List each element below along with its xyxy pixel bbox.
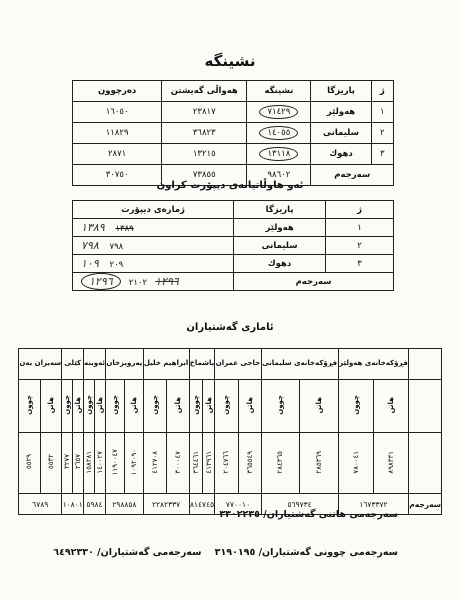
subheader-in — [95, 380, 106, 433]
group-total: ١٦٧٣٣٧٢ — [338, 494, 409, 515]
row-province: دهوك — [311, 144, 371, 165]
subheader-in — [300, 380, 339, 433]
header-group: سەیران بەن — [19, 349, 62, 380]
subheader-out — [338, 380, 373, 433]
label-out: چوون — [63, 395, 72, 415]
value-cell — [338, 433, 373, 494]
page-title: نشینگه — [204, 52, 256, 70]
label-out: چوون — [276, 395, 285, 415]
arrivals-summary — [219, 509, 398, 520]
row-accommodation — [247, 123, 311, 144]
table-row — [73, 123, 394, 144]
vertical-value: ٣٦٥٥٤٩ — [245, 450, 254, 474]
subheader-in — [202, 380, 215, 433]
vertical-value: ٥٥٢٩ — [25, 454, 34, 470]
row-province: دهوك — [234, 255, 326, 273]
subheader-out — [143, 380, 166, 433]
total-departure: ٣٠٧٥٠ — [73, 165, 162, 186]
printed-value: ٧٩٨ — [109, 242, 124, 252]
subheader-in — [166, 380, 189, 433]
label-in: هاتن — [47, 396, 56, 414]
header-arrival-news: هەواڵی گەیشتن — [162, 81, 247, 102]
vertical-value: ٣٢٧٧ — [63, 454, 72, 470]
vertical-value: ٢٦٥٧ — [74, 454, 83, 470]
header-group: باشماخ — [189, 349, 215, 380]
value-cell — [83, 433, 94, 494]
value-cell — [124, 433, 143, 494]
blank-values — [409, 433, 442, 494]
total-travelers-label: سەرجەمی گەشتیاران/ — [97, 547, 202, 558]
blank-subheader — [409, 380, 442, 433]
value-cell — [166, 433, 189, 494]
total-label: سەرجەم — [234, 273, 394, 291]
table-row — [73, 255, 394, 273]
header-departure: دەرچوون — [73, 81, 162, 102]
row-accommodation — [247, 144, 311, 165]
subheader-in — [373, 380, 408, 433]
group-total: ٥٦٩٧٣٤ — [261, 494, 338, 515]
table-row — [73, 237, 394, 255]
value-cell — [215, 433, 238, 494]
value-cell — [189, 433, 202, 494]
row-province: هەولێر — [234, 219, 326, 237]
total-label: سەرجەم — [311, 165, 394, 186]
header-province: پاریزگا — [311, 81, 371, 102]
vertical-value: ١٠٩٢٠٩٠ — [129, 448, 138, 476]
vertical-value: ٣٦٤٤٦١ — [191, 450, 200, 474]
vertical-value: ٢٨٥٣٦٩ — [314, 450, 323, 474]
deported-table — [72, 200, 394, 291]
deported-title: ئەو هاوڵاتیانەی دیپۆرت کراون — [156, 180, 304, 191]
circled-value: ١٣١١٨ — [259, 147, 298, 161]
header-group: حاجی عمران — [215, 349, 261, 380]
label-in: هاتن — [129, 396, 138, 414]
total-travelers-value: ٦٤٩٢٣٣٠ — [53, 547, 94, 558]
row-deported-count — [73, 255, 234, 273]
label-in: هاتن — [204, 396, 213, 414]
vertical-value: ٨٩٨٣٣١ — [387, 450, 396, 474]
label-in: هاتن — [314, 396, 323, 414]
handwritten-total-left: ١٢٩٦ — [155, 275, 179, 288]
header-group: ابراهیم خلیل — [143, 349, 189, 380]
arrivals-value: ٣٣٠٢٢٣٥ — [219, 509, 260, 520]
label-in: هاتن — [173, 396, 182, 414]
group-total: ٧٧٠٠١٠ — [215, 494, 261, 515]
departures-label: سەرجەمی چوونی گەشتیاران/ — [258, 547, 398, 558]
table-header-row — [73, 201, 394, 219]
row-number: ١ — [371, 102, 393, 123]
value-cell — [143, 433, 166, 494]
total-label: سەرجەم — [409, 494, 442, 515]
label-out: چوون — [111, 395, 119, 415]
subheader-out — [215, 380, 238, 433]
row-province: سلیمانی — [234, 237, 326, 255]
vertical-value: ٢٨٤٣٦٥ — [276, 450, 285, 474]
vertical-value: ٥٥٣٢ — [47, 454, 56, 470]
table-row — [73, 102, 394, 123]
value-cell — [202, 433, 215, 494]
label-out: چوون — [191, 395, 200, 415]
vertical-value: ١٥٨٢٨١ — [84, 450, 93, 474]
values-row — [19, 433, 442, 494]
value-cell — [62, 433, 73, 494]
value-cell — [40, 433, 62, 494]
label-out: چوون — [25, 395, 34, 415]
table-row — [73, 219, 394, 237]
group-total: ٢٩٨٨٥٨ — [106, 494, 143, 515]
row-arrival-news: ٢٣٨١٧ — [162, 102, 247, 123]
row-number: ٣ — [326, 255, 394, 273]
header-group: فڕۆکەخانەی هەولێر — [338, 349, 409, 380]
label-out: چوون — [222, 395, 231, 415]
subheader-out — [83, 380, 94, 433]
value-cell — [19, 433, 41, 494]
handwritten-value: ١٣٨٩ — [81, 221, 105, 234]
subheader-out — [19, 380, 41, 433]
subheader-out — [106, 380, 125, 433]
value-cell — [238, 433, 261, 494]
header-group: پەرویزخان — [106, 349, 143, 380]
header-province: پاریزگا — [234, 201, 326, 219]
total-accommodation: ٩٨٦٠٢ — [247, 165, 311, 186]
table-total-row — [73, 273, 394, 291]
vertical-value: ١١٩٠٠٤٧ — [111, 448, 119, 476]
header-accommodation: نشینگه — [247, 81, 311, 102]
row-departure: ٢٨٧١ — [73, 144, 162, 165]
subheader-in — [238, 380, 261, 433]
printed-total: ٢١٠٢ — [128, 278, 148, 288]
vertical-value: ٤١٣٩٦١ — [204, 450, 213, 474]
row-number: ١ — [326, 219, 394, 237]
value-cell — [300, 433, 339, 494]
value-cell — [261, 433, 300, 494]
subheader-out — [261, 380, 300, 433]
label-out: چوون — [351, 395, 360, 415]
row-arrival-news: ٣٦٨٢٣ — [162, 123, 247, 144]
circled-value: ٧١٤٢٩ — [259, 105, 298, 119]
vertical-value: ١٤٠٠٢٧ — [96, 450, 105, 474]
blank-header — [409, 349, 442, 380]
subheader-out — [62, 380, 73, 433]
arrivals-label: سەرجەمی هاتنی گەشتیاران/ — [263, 509, 398, 520]
travelers-title: ئاماری گەشتیاران — [186, 322, 274, 333]
total-deported-count — [73, 273, 234, 291]
value-cell — [373, 433, 408, 494]
accommodation-table — [72, 80, 394, 186]
label-in: هاتن — [96, 396, 105, 414]
header-group: فڕۆکەخانەی سلیمانی — [261, 349, 338, 380]
header-group: ئەوینە — [83, 349, 105, 380]
header-group: کێلی — [62, 349, 83, 380]
group-total: ٥٩٨٤ — [83, 494, 105, 515]
label-in: هاتن — [387, 396, 396, 414]
subheader-out — [189, 380, 202, 433]
subheader-row — [19, 380, 442, 433]
vertical-value: ٤١٢٧٠٨ — [150, 450, 159, 474]
value-cell — [73, 433, 84, 494]
header-number: ژ — [326, 201, 394, 219]
row-departure: ١١٨٢٩ — [73, 123, 162, 144]
departures-summary — [53, 547, 398, 558]
group-total: ٢٢٨٢٣٣٧ — [143, 494, 189, 515]
row-arrival-news: ١٣٢١٥ — [162, 144, 247, 165]
subheader-in — [40, 380, 62, 433]
handwritten-value: ١٠٩ — [81, 257, 99, 270]
row-province: هەولێر — [311, 102, 371, 123]
row-number: ٣ — [371, 144, 393, 165]
label-out: چوون — [84, 395, 93, 415]
departures-value: ٣١٩٠١٩٥ — [214, 547, 256, 558]
row-deported-count — [73, 237, 234, 255]
circled-handwritten-total: ١٢٩٦ — [81, 273, 121, 290]
value-cell — [106, 433, 125, 494]
header-deported-count: ژمارەی دیپۆرت — [73, 201, 234, 219]
row-accommodation — [247, 102, 311, 123]
label-out: چوون — [150, 395, 159, 415]
label-in: هاتن — [245, 396, 254, 414]
printed-value: ١٣٨٩ — [115, 224, 134, 234]
group-total: ٦٧٨٩ — [19, 494, 62, 515]
subheader-in — [73, 380, 84, 433]
label-in: هاتن — [74, 396, 83, 414]
handwritten-value: ٧٩٨ — [81, 239, 99, 252]
total-arrival-news: ٧٣٨٥٥ — [162, 165, 247, 186]
group-total: ٨١٤٧٤٥ — [189, 494, 215, 515]
table-header-row — [19, 349, 442, 380]
value-cell — [95, 433, 106, 494]
travelers-table — [18, 348, 442, 515]
vertical-value: ٧٨٠٠٤١ — [351, 450, 360, 474]
group-total: ١٠٨٠١ — [62, 494, 83, 515]
subheader-in — [124, 380, 143, 433]
row-province: سلیمانی — [311, 123, 371, 144]
table-header-row — [73, 81, 394, 102]
printed-value: ٢٠٩ — [109, 260, 124, 270]
table-row — [73, 144, 394, 165]
vertical-value: ٣٠٠٠٤٧ — [173, 450, 182, 474]
circled-value: ١٤٠٥٥ — [259, 126, 298, 140]
row-departure: ١٦٠٥٠ — [73, 102, 162, 123]
header-number: ژ — [371, 81, 393, 102]
vertical-value: ٢٠٤٧٦٦ — [222, 450, 231, 474]
row-number: ٢ — [326, 237, 394, 255]
row-deported-count — [73, 219, 234, 237]
row-number: ٢ — [371, 123, 393, 144]
